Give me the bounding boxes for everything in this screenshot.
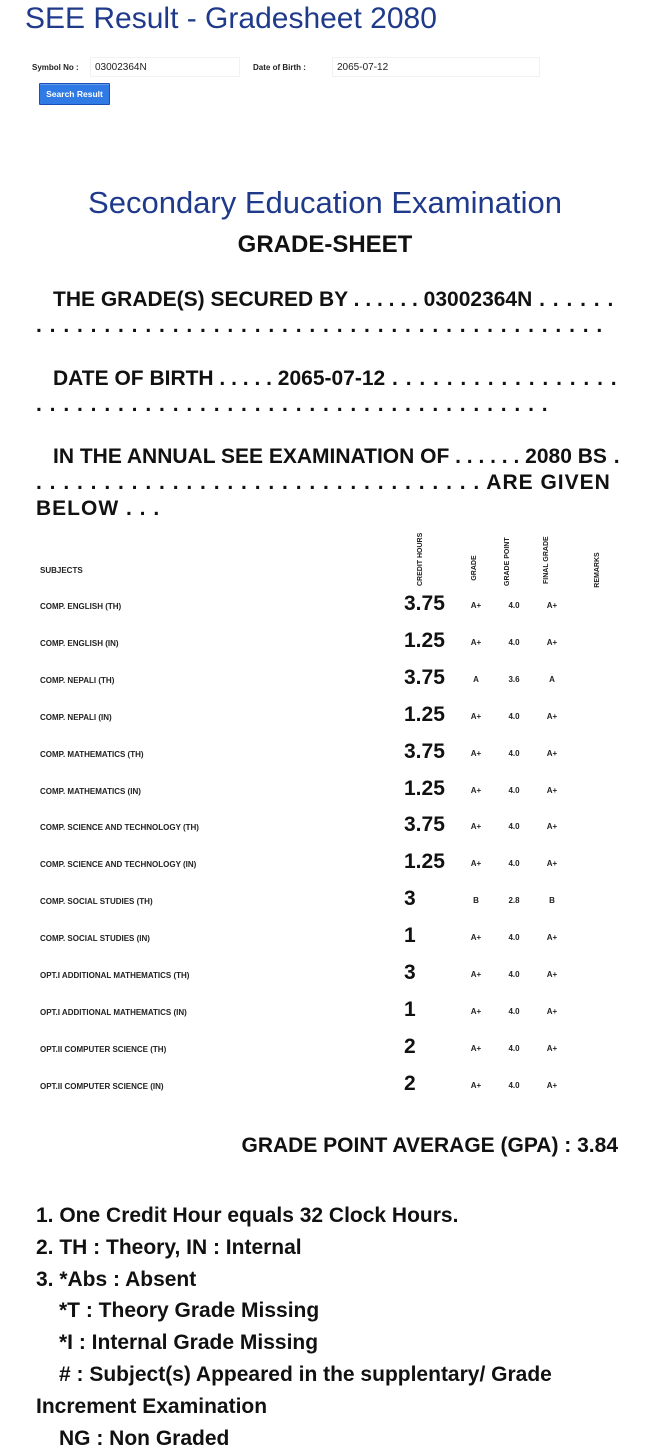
exam-prefix: IN THE ANNUAL SEE EXAMINATION OF . . . . . . (53, 445, 526, 468)
dob-label: Date of Birth : (253, 63, 306, 72)
subject-cell: COMP. MATHEMATICS (IN) (40, 786, 141, 796)
final-grade-cell: A (549, 674, 555, 684)
note-item: *T : Theory Grade Missing (59, 1299, 320, 1323)
credit-hours-cell: 3 (404, 961, 416, 984)
subject-cell: COMP. SCIENCE AND TECHNOLOGY (TH) (40, 823, 199, 833)
secured-value: 03002364N (423, 288, 533, 311)
table-row (0, 961, 650, 991)
grade-cell: A+ (470, 748, 482, 758)
grade-point-cell: 4.0 (508, 970, 520, 979)
grade-cell: A+ (470, 637, 482, 647)
subject-cell: COMP. ENGLISH (TH) (40, 602, 122, 611)
subject-cell: OPT.II COMPUTER SCIENCE (IN) (40, 1081, 164, 1091)
subjects-header: SUBJECTS (40, 566, 83, 575)
secured-prefix: THE GRADE(S) SECURED BY . . . . . . (53, 288, 424, 311)
credit-hours-cell: 3.75 (404, 592, 445, 615)
final-grade-cell: A+ (546, 933, 558, 943)
remarks-header: REMARKS (594, 552, 601, 588)
grade-point-cell: 4.0 (508, 748, 520, 758)
dob-value: 2065-07-12 (277, 367, 386, 390)
grade-cell: A+ (470, 1006, 482, 1016)
table-row (0, 703, 650, 733)
credit-hours-cell: 2 (404, 1071, 416, 1095)
grade-point-cell: 2.8 (508, 896, 520, 906)
grade-cell: A+ (470, 1043, 482, 1053)
subject-cell: OPT.I ADDITIONAL MATHEMATICS (IN) (40, 1007, 187, 1017)
note-item: 2. TH : Theory, IN : Internal (36, 1235, 302, 1259)
grade-point-cell: 4.0 (508, 711, 520, 721)
table-row (0, 740, 650, 770)
grade-point-cell: 3.6 (508, 674, 520, 684)
notes-list (36, 1200, 626, 1454)
grade-point-cell: 4.0 (508, 1043, 520, 1053)
subject-cell: COMP. SOCIAL STUDIES (TH) (40, 897, 153, 907)
date-of-birth-input[interactable]: 2065-07-12 (332, 57, 540, 77)
note-item: NG : Non Graded (59, 1426, 230, 1450)
grade-cell: A+ (470, 859, 482, 869)
exam-paragraph (36, 444, 626, 522)
grade-cell: A+ (470, 785, 482, 795)
final-grade-cell: A+ (546, 1006, 558, 1016)
final-grade-cell: A+ (546, 1043, 558, 1053)
credit-hours-cell: 3.75 (404, 813, 445, 837)
secured-dots: . . . . . . . . . . . . . . . . . . . . . . . . . . . . . . . . . . . . . . . . . . . . . . . . (36, 288, 615, 337)
credit-hours-cell: 1 (404, 924, 416, 948)
exam-title: Secondary Education Examination (88, 185, 562, 220)
subject-cell: OPT.II COMPUTER SCIENCE (TH) (40, 1044, 167, 1054)
search-result-button[interactable]: Search Result (39, 83, 110, 105)
final-grade-cell: A+ (546, 859, 558, 869)
table-row (0, 777, 650, 807)
grade-cell: B (473, 896, 479, 906)
exam-dots: . . . . . . . . . . . . . . . . . . . . . . . . . . . . . . . . . . ARE GIVEN BELOW . . . (36, 445, 621, 520)
credit-hours-cell: 1.25 (404, 702, 445, 726)
credit-hours-cell: 1 (404, 997, 416, 1021)
grade-point-cell: 4.0 (508, 933, 520, 943)
note-item: *I : Internal Grade Missing (59, 1331, 319, 1355)
subject-cell: COMP. NEPALI (IN) (40, 712, 112, 722)
final-grade-cell: A+ (546, 1080, 558, 1090)
grade-cell: A+ (470, 601, 482, 610)
grade-cell: A+ (470, 970, 482, 979)
dob-prefix: DATE OF BIRTH . . . . . (53, 367, 278, 390)
credit-hours-cell: 3.75 (404, 665, 445, 689)
grade-point-cell: 4.0 (508, 1080, 520, 1090)
grade-point-cell: 4.0 (508, 637, 520, 647)
symbol-label: Symbol No : (32, 63, 79, 72)
symbol-number-input[interactable]: 03002364N (90, 57, 240, 77)
table-row (0, 666, 650, 696)
gpa-line (242, 1134, 619, 1158)
table-row (0, 629, 650, 659)
table-row (0, 998, 650, 1028)
subject-cell: COMP. NEPALI (TH) (40, 675, 115, 685)
credit-hours-cell: 2 (404, 1034, 416, 1058)
grade-cell: A (473, 674, 479, 684)
grade-cell: A+ (470, 711, 482, 721)
table-row (0, 887, 650, 917)
exam-value: 2080 BS (525, 445, 607, 468)
grade-point-cell: 4.0 (508, 822, 520, 832)
table-row (0, 813, 650, 843)
note-item: # : Subject(s) Appeared in the supplentary/ Grade (59, 1362, 552, 1386)
gradesheet-title: GRADE-SHEET (237, 231, 413, 258)
note-item: Increment Examination (36, 1394, 268, 1418)
grade-point-cell: 4.0 (508, 601, 520, 610)
final-grade-cell: A+ (546, 970, 558, 979)
search-form (32, 55, 540, 81)
final-grade-cell: B (549, 896, 555, 906)
grade-header: GRADE (471, 555, 478, 581)
grade-point-cell: 4.0 (508, 859, 520, 869)
subject-cell: COMP. ENGLISH (IN) (40, 638, 119, 648)
note-item: 1. One Credit Hour equals 32 Clock Hours. (36, 1204, 459, 1227)
subject-cell: COMP. SCIENCE AND TECHNOLOGY (IN) (40, 860, 197, 870)
subject-cell: COMP. MATHEMATICS (TH) (40, 749, 144, 759)
dob-dots: . . . . . . . . . . . . . . . . . . . . . . . . . . . . . . . . . . . . . . . . . . . . . . . . . . . . . . . (36, 367, 618, 416)
credit-hours-cell: 3.75 (404, 739, 445, 763)
final-grade-cell: A+ (546, 601, 558, 610)
grade-cell: A+ (470, 822, 482, 832)
grade-point-cell: 4.0 (508, 1006, 520, 1016)
final-grade-cell: A+ (546, 822, 558, 832)
final-grade-cell: A+ (546, 785, 558, 795)
credit-hours-cell: 1.25 (404, 776, 445, 800)
table-row (0, 850, 650, 880)
subject-cell: COMP. SOCIAL STUDIES (IN) (40, 934, 150, 944)
table-row (0, 924, 650, 954)
credit-hours-cell: 3 (404, 887, 416, 911)
secured-by-paragraph (36, 287, 626, 339)
grade-cell: A+ (470, 1080, 482, 1090)
final-grade-cell: A+ (546, 748, 558, 758)
dob-paragraph (36, 366, 626, 418)
gpa-value: 3.84 (577, 1134, 618, 1157)
grade-point-cell: 4.0 (508, 785, 520, 795)
table-row (0, 592, 650, 622)
final-grade-header: FINAL GRADE (543, 536, 550, 584)
table-row (0, 1072, 650, 1102)
credit-hours-header: CREDIT HOURS (417, 532, 424, 586)
subject-cell: OPT.I ADDITIONAL MATHEMATICS (TH) (40, 971, 190, 980)
credit-hours-cell: 1.25 (404, 628, 445, 652)
final-grade-cell: A+ (546, 711, 558, 721)
credit-hours-cell: 1.25 (404, 850, 445, 874)
page-title: SEE Result - Gradesheet 2080 (25, 2, 437, 35)
table-row (0, 1035, 650, 1065)
final-grade-cell: A+ (546, 637, 558, 647)
note-item: 3. *Abs : Absent (36, 1267, 197, 1291)
grade-cell: A+ (470, 933, 482, 943)
grade-point-header: GRADE POINT (504, 537, 511, 586)
gpa-label: GRADE POINT AVERAGE (GPA) : (241, 1134, 578, 1157)
